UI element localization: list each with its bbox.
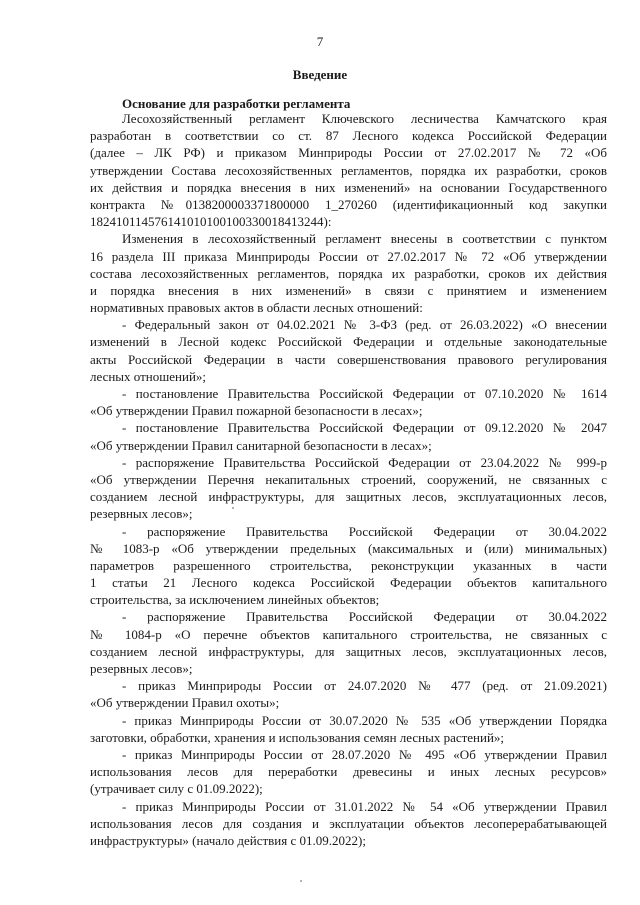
paragraph-line: «Об утверждении Правил охоты»; <box>90 695 280 711</box>
paragraph-line: 16 раздела III приказа Минприроды России от 27.02.2017 № 72 «Об утверждении <box>90 248 607 264</box>
paragraph-line: резервных лесов»; <box>90 506 193 522</box>
scan-speck <box>232 507 234 509</box>
paragraph-line: их действия и порядка внесения в них изменений» на основании Государственного <box>90 179 607 195</box>
paragraph-line: - распоряжение Правительства Российской Федерации от 30.04.2022 <box>122 523 607 539</box>
paragraph-line: использования лесов для создания и эксплуатации объектов лесоперерабатывающей <box>90 815 607 831</box>
paragraph-line: созданием лесной инфраструктуры, для защитных лесов, эксплуатационных лесов, <box>90 489 607 505</box>
paragraph-line: контракта №0138200003371800000 1_270260 (идентификационный код закупки <box>90 196 607 212</box>
paragraph-line: - приказ Минприроды России от 28.07.2020 № 495 «Об утверждении Правил <box>122 746 607 762</box>
paragraph-line: - распоряжение Правительства Российской Федерации от 30.04.2022 <box>122 609 607 625</box>
section-heading: Введение <box>292 67 348 82</box>
paragraph-line: использования лесов для переработки древесины и иных лесных ресурсов» <box>90 764 607 780</box>
subheading: Основание для разработки регламента <box>122 96 351 111</box>
paragraph-line: «Об утверждении Перечня некапитальных строений, сооружений, не связанных с <box>90 471 607 487</box>
paragraph-line: Изменения в лесохозяйственный регламент внесены в соответствии с пунктом <box>122 231 607 247</box>
paragraph-line: созданием лесной инфраструктуры, для защитных лесов, эксплуатационных лесов, <box>90 643 607 659</box>
paragraph-line: (утрачивает силу с 01.09.2022); <box>90 781 263 797</box>
paragraph-line: «Об утверждении Правил пожарной безопасности в лесах»; <box>90 403 423 419</box>
paragraph-line: лесных отношений»; <box>90 368 207 384</box>
paragraph-line: резервных лесов»; <box>90 661 193 676</box>
paragraph-line: 182410114576141010100100330018413244): <box>90 214 332 230</box>
paragraph-line: 1 статьи 21 Лесного кодекса Российской Федерации объектов капитального <box>90 575 607 591</box>
paragraph-line: и порядка внесения в них изменений» в связи с принятием и изменением <box>90 282 607 298</box>
paragraph-line: - Федеральный закон от 04.02.2021 № 3-ФЗ (ред. от 26.03.2022) «О внесении <box>122 317 607 333</box>
document-body <box>90 110 607 849</box>
page-number: 7 <box>316 34 324 49</box>
paragraph-line: параметров разрешенного строительства, реконструкции указанных в части <box>90 557 607 573</box>
paragraph-line: строительства, за исключением линейных объектов; <box>90 592 380 608</box>
paragraph-line: утверждении Состава лесохозяйственных регламентов, порядка их разработки, сроков <box>90 162 607 178</box>
paragraph-line: - постановление Правительства Российской Федерации от 09.12.2020 № 2047 <box>122 420 607 436</box>
paragraph-line: - постановление Правительства Российской Федерации от 07.10.2020 № 1614 <box>122 386 607 401</box>
paragraph-line: (далее – ЛК РФ) и приказом Минприроды России от 27.02.2017 № 72 «Об <box>90 145 607 161</box>
paragraph-line: - приказ Минприроды России от 31.01.2022 № 54 «Об утверждении Правил <box>122 798 607 814</box>
paragraph-line: нормативных правовых актов в области лесных отношений: <box>90 300 423 316</box>
paragraph-line: состава лесохозяйственных регламентов, порядка их разработки, сроков их действия <box>90 265 607 281</box>
scan-speck <box>300 880 302 882</box>
paragraph-line: - приказ Минприроды России от 30.07.2020 № 535 «Об утверждении Порядка <box>122 712 607 728</box>
paragraph-line: - приказ Минприроды России от 24.07.2020 № 477 (ред. от 21.09.2021) <box>122 678 607 694</box>
paragraph-line: заготовки, обработки, хранения и использования семян лесных растений»; <box>90 729 505 745</box>
paragraph-line: разработан в соответствии со ст. 87 Лесного кодекса Российской Федерации <box>90 128 607 144</box>
paragraph-line: акты Российской Федерации в части совершенствования правового регулирования <box>90 351 607 367</box>
paragraph-line: № 1083-р «Об утверждении предельных (максимальных и (или) минимальных) <box>90 540 607 556</box>
paragraph-line: «Об утверждении Правил санитарной безопасности в лесах»; <box>90 437 432 453</box>
paragraph-line: инфраструктуры» (начало действия с 01.09.2022); <box>90 832 366 848</box>
paragraph-line: - распоряжение Правительства Российской Федерации от 23.04.2022 № 999-р <box>122 454 607 470</box>
paragraph-line: Лесохозяйственный регламент Ключевского лесничества Камчатского края <box>122 111 607 126</box>
paragraph-line: изменений в Лесной кодекс Российской Федерации и отдельные законодательные <box>90 334 607 350</box>
paragraph-line: № 1084-р «О перечне объектов капитального строительства, не связанных с <box>90 626 607 642</box>
